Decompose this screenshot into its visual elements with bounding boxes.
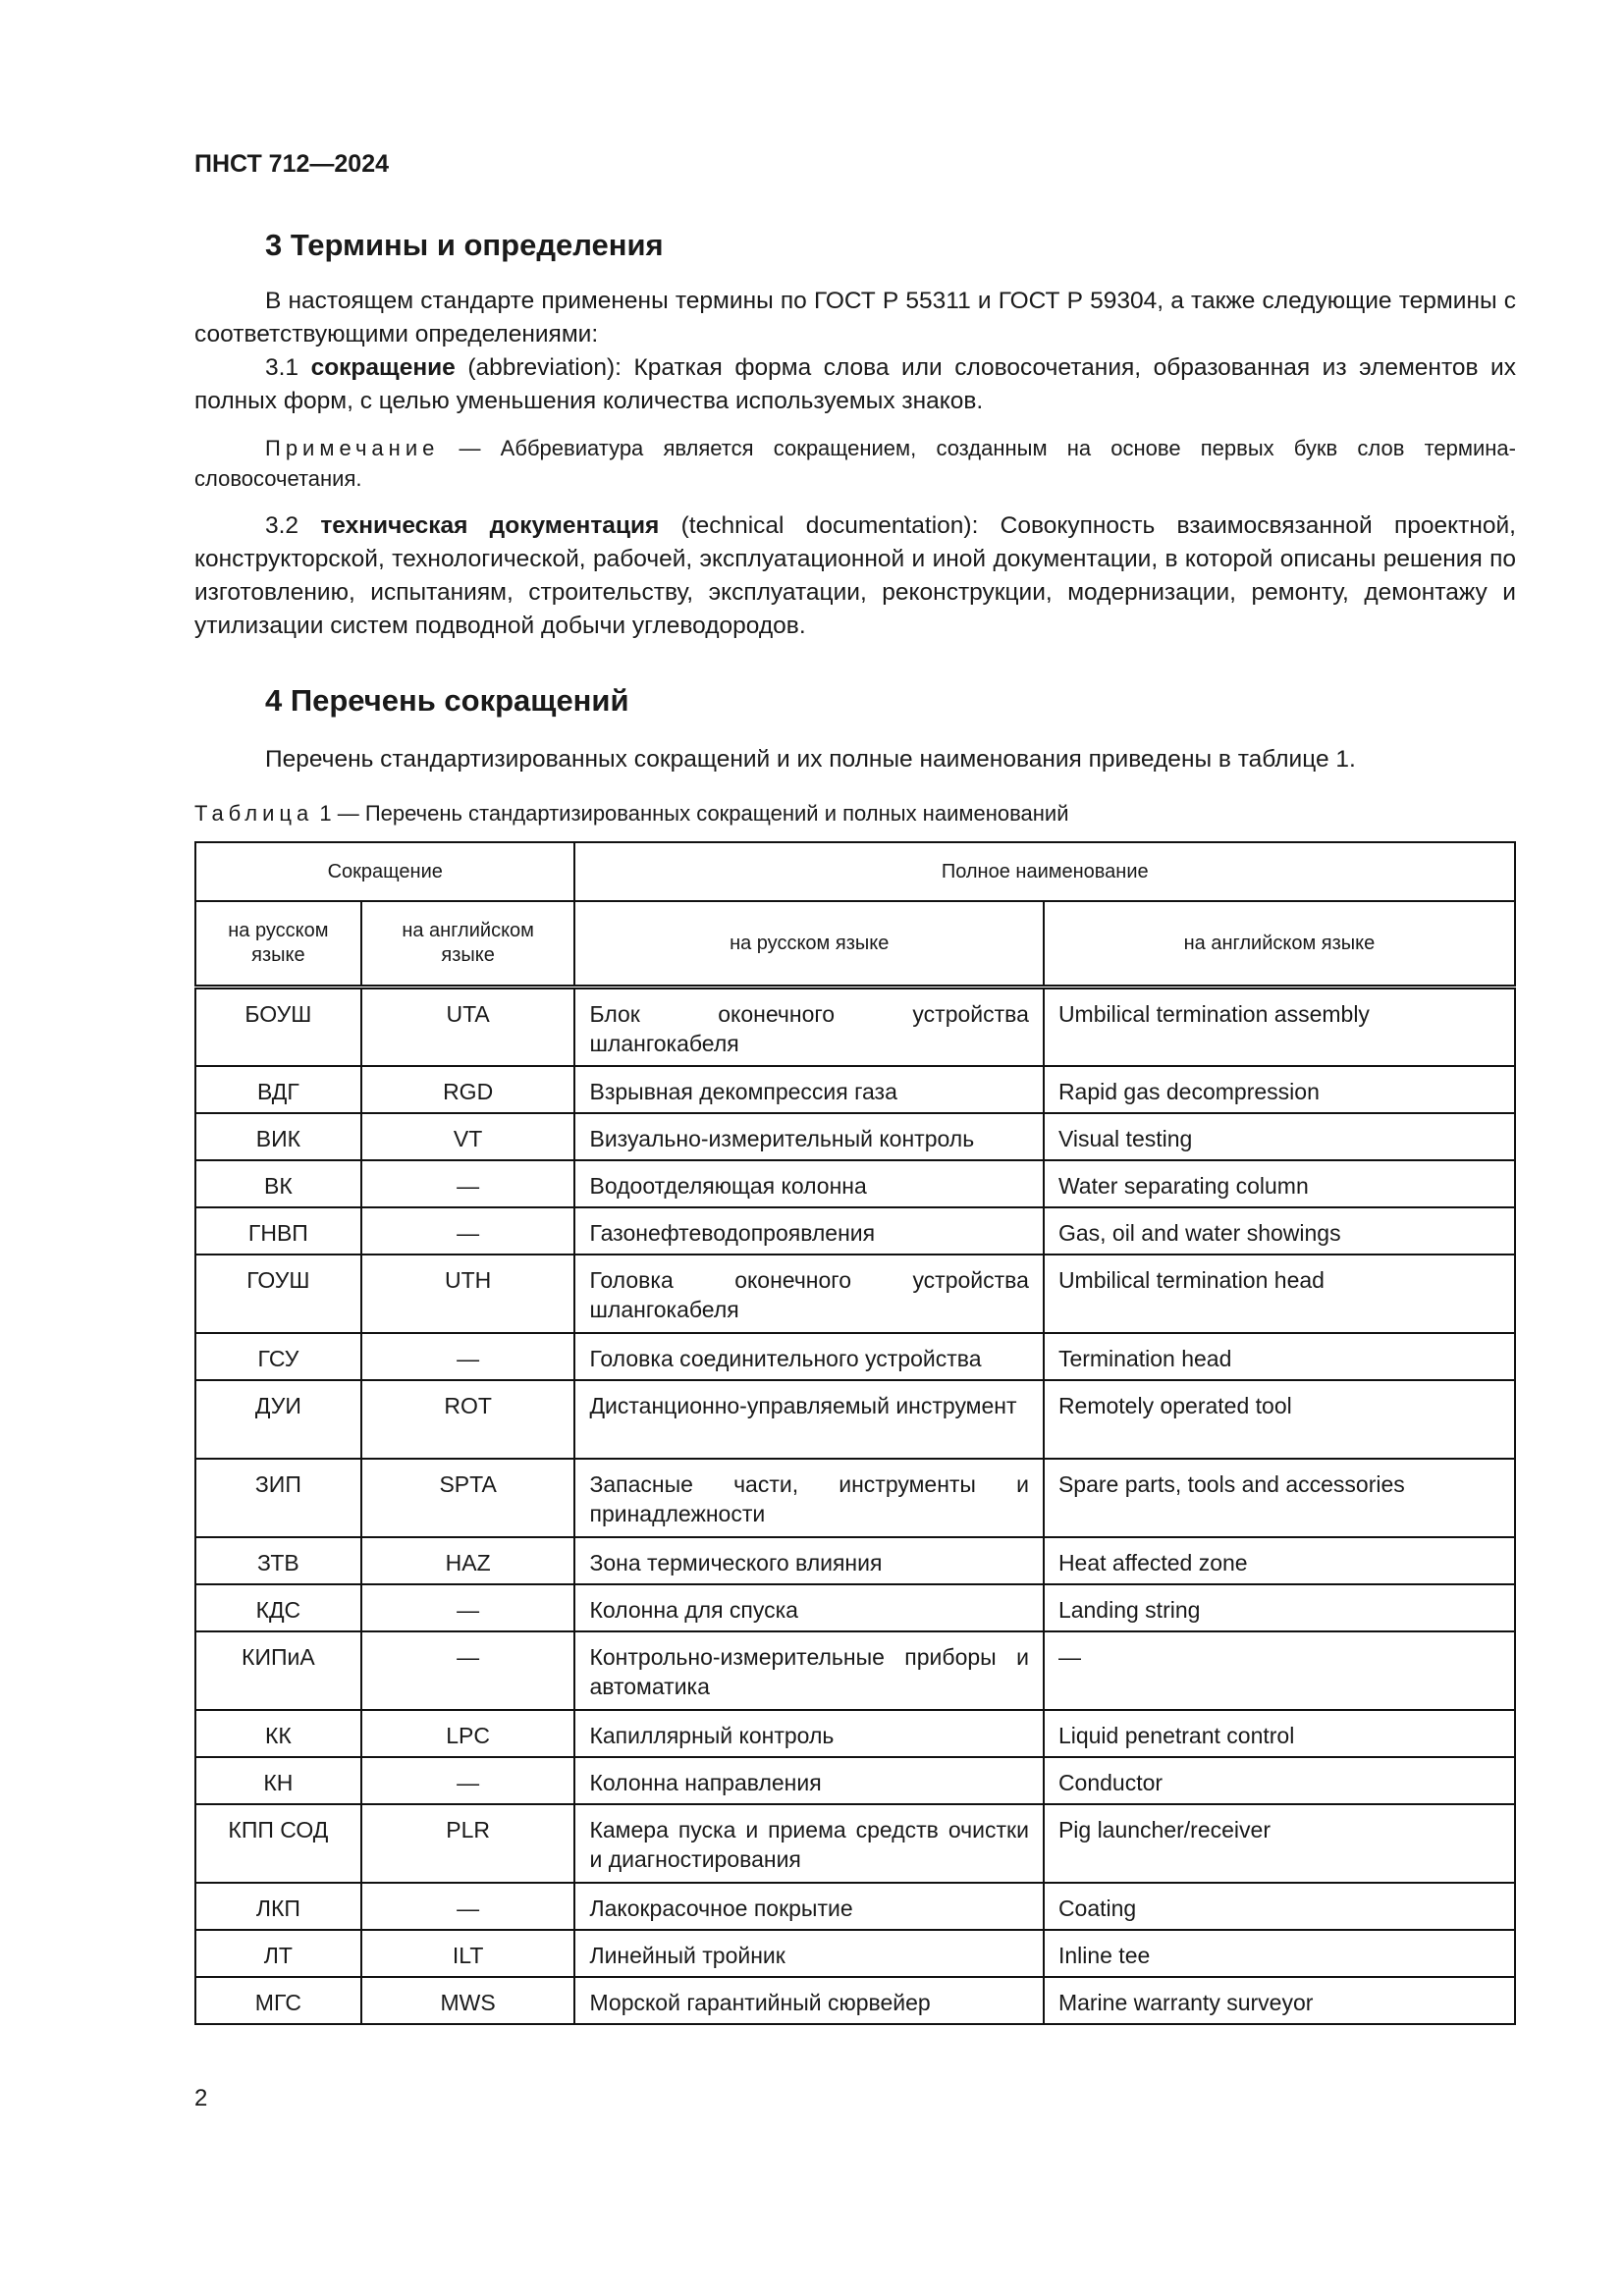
table-row	[195, 1160, 1515, 1207]
full-name-ru-cell: Зона термического влияния	[574, 1537, 1043, 1584]
full-name-en-cell: Umbilical termination assembly	[1044, 988, 1515, 1066]
term-3-2	[194, 509, 1516, 643]
abbr-en-cell: VT	[361, 1113, 575, 1160]
abbr-ru-cell: МГС	[195, 1977, 361, 2024]
abbr-ru-cell: ЛКП	[195, 1883, 361, 1930]
abbr-ru-cell: ЛТ	[195, 1930, 361, 1977]
full-name-ru-cell: Колонна направления	[574, 1757, 1043, 1804]
full-name-ru-cell: Запасные части, инструменты и принадлежности	[574, 1459, 1043, 1537]
note-text: — Аббревиатура является сокращением, созданным на основе первых букв слов термина-словосочетания.	[194, 436, 1516, 491]
abbr-en-cell: LPC	[361, 1710, 575, 1757]
abbr-en-cell: ROT	[361, 1380, 575, 1459]
header-abbr-ru: на русском языке	[195, 901, 361, 988]
table-row	[195, 1757, 1515, 1804]
abbr-en-cell: SPTA	[361, 1459, 575, 1537]
term-definition: (abbreviation): Краткая форма слова или словосочетания, образованная из элементов их полных форм, с целью уменьшения количества используемых знаков.	[194, 354, 1516, 414]
abbr-en-cell: —	[361, 1584, 575, 1631]
note	[194, 433, 1516, 494]
abbr-ru-cell: КИПиА	[195, 1631, 361, 1710]
full-name-ru-cell: Головка оконечного устройства шлангокабеля	[574, 1255, 1043, 1333]
full-name-ru-cell: Визуально-измерительный контроль	[574, 1113, 1043, 1160]
full-name-en-cell: Gas, oil and water showings	[1044, 1207, 1515, 1255]
full-name-en-cell: —	[1044, 1631, 1515, 1710]
abbr-en-cell: UTA	[361, 988, 575, 1066]
full-name-en-cell: Remotely operated tool	[1044, 1380, 1515, 1459]
table-row	[195, 1066, 1515, 1113]
abbr-ru-cell: КК	[195, 1710, 361, 1757]
term-3-1	[194, 351, 1516, 418]
header-abbreviation: Сокращение	[195, 842, 574, 901]
abbr-ru-cell: ЗТВ	[195, 1537, 361, 1584]
abbr-en-cell: —	[361, 1207, 575, 1255]
abbr-ru-cell: ВК	[195, 1160, 361, 1207]
full-name-ru-cell: Капиллярный контроль	[574, 1710, 1043, 1757]
table-row	[195, 1631, 1515, 1710]
term-name: сокращение	[310, 354, 456, 381]
abbr-ru-cell: ВИК	[195, 1113, 361, 1160]
table-row	[195, 1710, 1515, 1757]
header-abbr-en: на английском языке	[361, 901, 575, 988]
full-name-ru-cell: Головка соединительного устройства	[574, 1333, 1043, 1380]
full-name-ru-cell: Контрольно-измерительные приборы и автоматика	[574, 1631, 1043, 1710]
term-number: 3.2	[265, 512, 299, 539]
full-name-en-cell: Liquid penetrant control	[1044, 1710, 1515, 1757]
note-label: Примечание	[265, 436, 440, 460]
table-row	[195, 1883, 1515, 1930]
abbr-en-cell: ILT	[361, 1930, 575, 1977]
full-name-en-cell: Heat affected zone	[1044, 1537, 1515, 1584]
abbr-en-cell: —	[361, 1883, 575, 1930]
section-4-intro	[194, 743, 1516, 776]
table-row	[195, 1459, 1515, 1537]
intro-text: Перечень стандартизированных сокращений и их полные наименования приведены в таблице 1.	[265, 746, 1356, 773]
full-name-en-cell: Marine warranty surveyor	[1044, 1977, 1515, 2024]
full-name-en-cell: Pig launcher/receiver	[1044, 1804, 1515, 1883]
full-name-en-cell: Conductor	[1044, 1757, 1515, 1804]
document-id: ПНСТ 712—2024	[194, 150, 389, 178]
abbr-ru-cell: КН	[195, 1757, 361, 1804]
intro-text: В настоящем стандарте применены термины по ГОСТ Р 55311 и ГОСТ Р 59304, а также следующие термины с соответствующими определениями:	[194, 288, 1516, 347]
full-name-en-cell: Visual testing	[1044, 1113, 1515, 1160]
caption-label: Таблица	[194, 801, 314, 826]
abbr-ru-cell: ДУИ	[195, 1380, 361, 1459]
full-name-ru-cell: Дистанционно-управляемый инструмент	[574, 1380, 1043, 1459]
abbr-ru-cell: ГОУШ	[195, 1255, 361, 1333]
full-name-en-cell: Termination head	[1044, 1333, 1515, 1380]
full-name-ru-cell: Колонна для спуска	[574, 1584, 1043, 1631]
table-row	[195, 1804, 1515, 1883]
abbr-en-cell: —	[361, 1757, 575, 1804]
table-row	[195, 1255, 1515, 1333]
abbr-en-cell: HAZ	[361, 1537, 575, 1584]
abbr-en-cell: UTH	[361, 1255, 575, 1333]
full-name-ru-cell: Водоотделяющая колонна	[574, 1160, 1043, 1207]
abbr-ru-cell: ЗИП	[195, 1459, 361, 1537]
term-name: техническая документация	[320, 512, 660, 539]
abbr-ru-cell: БОУШ	[195, 988, 361, 1066]
table-row	[195, 1113, 1515, 1160]
table-row	[195, 1380, 1515, 1459]
full-name-ru-cell: Газонефтеводопроявления	[574, 1207, 1043, 1255]
abbr-en-cell: —	[361, 1333, 575, 1380]
abbr-ru-cell: ГСУ	[195, 1333, 361, 1380]
header-full-ru: на русском языке	[574, 901, 1043, 988]
section-3-intro	[194, 285, 1516, 351]
abbr-ru-cell: ВДГ	[195, 1066, 361, 1113]
abbr-en-cell: —	[361, 1631, 575, 1710]
abbr-en-cell: MWS	[361, 1977, 575, 2024]
full-name-en-cell: Spare parts, tools and accessories	[1044, 1459, 1515, 1537]
table-row	[195, 988, 1515, 1066]
full-name-en-cell: Inline tee	[1044, 1930, 1515, 1977]
full-name-en-cell: Umbilical termination head	[1044, 1255, 1515, 1333]
header-full-en: на английском языке	[1044, 901, 1515, 988]
full-name-ru-cell: Взрывная декомпрессия газа	[574, 1066, 1043, 1113]
table-caption	[194, 801, 1069, 827]
abbreviations-table	[194, 841, 1516, 2025]
page-number: 2	[194, 2085, 208, 2111]
term-definition: (technical documentation): Совокупность взаимосвязанной проектной, конструкторской, технологической, рабочей, эксплуатационной и иной документации, в которой описаны решения по изготовлению, испытаниям, строительству, эксплуатации, реконструкции, модернизации, ремонту, демонтажу и утилизации систем подводной добычи углеводородов.	[194, 512, 1516, 639]
term-number: 3.1	[265, 354, 299, 381]
full-name-ru-cell: Камера пуска и приема средств очистки и диагностирования	[574, 1804, 1043, 1883]
table-row	[195, 1584, 1515, 1631]
full-name-en-cell: Water separating column	[1044, 1160, 1515, 1207]
abbr-ru-cell: КПП СОД	[195, 1804, 361, 1883]
abbr-ru-cell: КДС	[195, 1584, 361, 1631]
full-name-ru-cell: Лакокрасочное покрытие	[574, 1883, 1043, 1930]
full-name-ru-cell: Морской гарантийный сюрвейер	[574, 1977, 1043, 2024]
table-row	[195, 1977, 1515, 2024]
full-name-en-cell: Coating	[1044, 1883, 1515, 1930]
full-name-ru-cell: Линейный тройник	[574, 1930, 1043, 1977]
abbr-en-cell: PLR	[361, 1804, 575, 1883]
abbr-en-cell: RGD	[361, 1066, 575, 1113]
section-4-title: 4 Перечень сокращений	[265, 683, 629, 718]
table-row	[195, 1207, 1515, 1255]
caption-text: 1 — Перечень стандартизированных сокращений и полных наименований	[313, 801, 1069, 826]
table-row	[195, 1930, 1515, 1977]
abbr-ru-cell: ГНВП	[195, 1207, 361, 1255]
full-name-en-cell: Landing string	[1044, 1584, 1515, 1631]
full-name-en-cell: Rapid gas decompression	[1044, 1066, 1515, 1113]
abbr-en-cell: —	[361, 1160, 575, 1207]
section-3-title: 3 Термины и определения	[265, 228, 664, 262]
full-name-ru-cell: Блок оконечного устройства шлангокабеля	[574, 988, 1043, 1066]
table-row	[195, 1333, 1515, 1380]
header-full-name: Полное наименование	[574, 842, 1515, 901]
table-row	[195, 1537, 1515, 1584]
